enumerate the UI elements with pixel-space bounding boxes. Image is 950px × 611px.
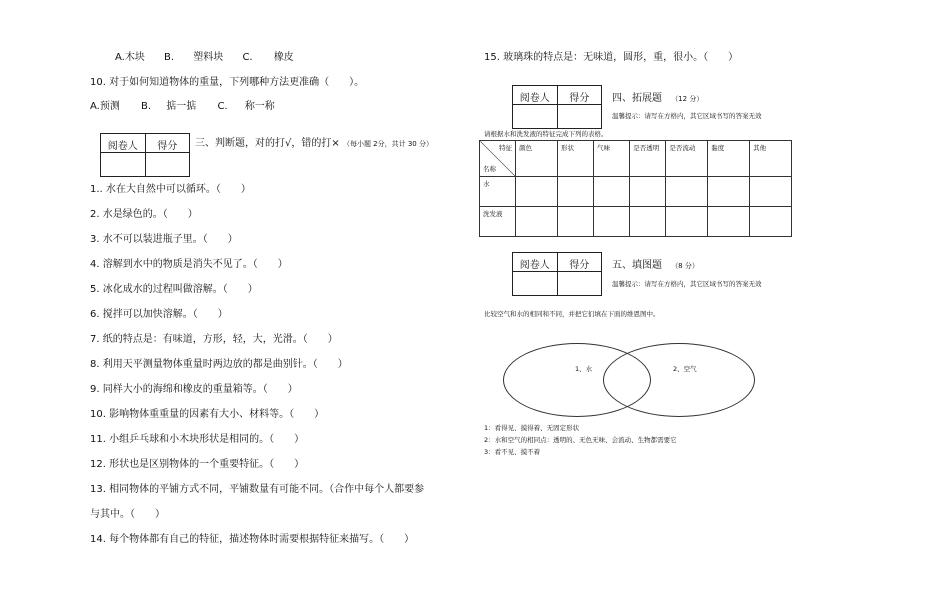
option-b-letter: B. (141, 101, 152, 112)
corner-top-label: 特征 (499, 144, 513, 152)
question-item: 2. 水是绿色的。（ ） (90, 209, 198, 220)
section4-heading (612, 93, 703, 105)
question-10: 10. 对于如何知道物体的重量，下列哪种方法更准确（ ）。 (90, 77, 365, 88)
table-cell[interactable] (594, 207, 630, 237)
table-cell[interactable] (708, 177, 750, 207)
feature-table (479, 140, 792, 237)
question-item: 6. 搅拌可以加快溶解。（ ） (90, 309, 228, 320)
section5-instruction: 比较空气和水的相同和不同，并把它们填在下面的维恩图中。 (484, 310, 660, 318)
section5-points: （8 分） (671, 262, 699, 270)
table-cell[interactable] (594, 177, 630, 207)
question-item: 12. 形状也是区别物体的一个重要特征。（ ） (90, 459, 305, 470)
answer-line: 1：看得见、摸得着、无固定形状 (484, 424, 580, 432)
section5-hint: 温馨提示：请写在方格内，其它区域书写的答案无效 (612, 280, 762, 288)
score-box-section4 (512, 85, 602, 129)
option-c: 橡皮 (273, 52, 294, 63)
option-c-letter: C. (242, 52, 253, 63)
option-b: 塑料块 (193, 52, 224, 63)
table-cell[interactable] (630, 177, 666, 207)
question-15: 15. 玻璃珠的特点是：无味道，圆形，重，很小。（ ） (484, 52, 739, 63)
score-label: 得分 (569, 93, 590, 104)
option-b-letter: B. (164, 52, 175, 63)
score-label: 得分 (569, 260, 590, 271)
table-header: 颜色 (516, 141, 558, 177)
option-c-letter: C. (217, 101, 228, 112)
question-item: 7. 纸的特点是：有味道，方形，轻，大，光滑。（ ） (90, 334, 338, 345)
table-cell[interactable] (630, 207, 666, 237)
section3-title: 三、判断题，对的打√，错的打× (195, 138, 340, 149)
corner-bottom-label: 名称 (483, 165, 496, 173)
table-header: 黏度 (708, 141, 750, 177)
option-a: A.预测 (90, 101, 120, 112)
question-item: 5. 冰化成水的过程叫做溶解。（ ） (90, 284, 258, 295)
option-b: 掂一掂 (166, 101, 197, 112)
score-label: 得分 (157, 141, 178, 152)
question-item: 4. 溶解到水中的物质是消失不见了。（ ） (90, 259, 288, 270)
reviewer-label: 阅卷人 (513, 253, 558, 295)
venn-circle-air (603, 343, 755, 417)
table-cell[interactable] (516, 177, 558, 207)
question-item-continued: 与其中。（ ） (90, 509, 165, 520)
venn-label-air: 2、空气 (673, 365, 697, 373)
question-item: 11. 小组乒乓球和小木块形状是相同的。（ ） (90, 434, 305, 445)
section3-note: （每小题 2分，共计 30 分） (342, 140, 433, 148)
option-c: 称一称 (244, 101, 275, 112)
venn-label-water: 1、水 (575, 365, 593, 373)
reviewer-label: 阅卷人 (513, 86, 558, 128)
question-item: 8. 利用天平测量物体重量时两边放的都是曲别针。（ ） (90, 359, 348, 370)
table-header: 是否透明 (630, 141, 666, 177)
table-row-label: 水 (480, 177, 516, 207)
table-row-label: 洗发液 (480, 207, 516, 237)
score-box-section5 (512, 252, 602, 296)
table-cell[interactable] (750, 207, 792, 237)
section5-title: 五、填图题 (612, 260, 662, 271)
table-header: 气味 (594, 141, 630, 177)
section4-title: 四、拓展题 (612, 93, 662, 104)
table-header: 其他 (750, 141, 792, 177)
table-cell[interactable] (666, 207, 708, 237)
table-corner-cell (480, 141, 516, 177)
question-item: 1.. 水在大自然中可以循环。（ ） (90, 184, 251, 195)
section4-instruction: 请根据水和洗发液的特征完成下列的表格。 (484, 130, 608, 138)
table-header: 形状 (557, 141, 593, 177)
reviewer-label: 阅卷人 (101, 134, 146, 176)
table-header: 是否流动 (666, 141, 708, 177)
table-cell[interactable] (557, 207, 593, 237)
question-item: 13. 相同物体的平铺方式不同，平铺数量有可能不同。（合作中每个人都要参 (90, 484, 425, 495)
q9-options (115, 52, 294, 64)
table-cell[interactable] (516, 207, 558, 237)
section4-points: （12 分） (671, 95, 704, 103)
answer-line: 2：水和空气的相同点：透明的、无色无味、会流动、生物都需要它 (484, 436, 677, 444)
question-item: 9. 同样大小的海绵和橡皮的重量箱等。（ ） (90, 384, 298, 395)
question-item: 10. 影响物体重重量的因素有大小、材料等。（ ） (90, 409, 325, 420)
score-box-section3 (100, 133, 190, 177)
section3-heading (195, 138, 433, 150)
section4-hint: 温馨提示：请写在方格内，其它区域书写的答案无效 (612, 112, 762, 120)
option-a: A.木块 (115, 52, 145, 63)
table-cell[interactable] (708, 207, 750, 237)
table-cell[interactable] (666, 177, 708, 207)
table-cell[interactable] (750, 177, 792, 207)
section5-heading (612, 260, 699, 272)
table-cell[interactable] (557, 177, 593, 207)
question-item: 3. 水不可以装进瓶子里。（ ） (90, 234, 238, 245)
answer-line: 3：看不见、摸不着 (484, 448, 541, 456)
question-item: 14. 每个物体都有自己的特征，描述物体时需要根据特征来描写。（ ） (90, 534, 415, 545)
q10-options (90, 101, 275, 113)
